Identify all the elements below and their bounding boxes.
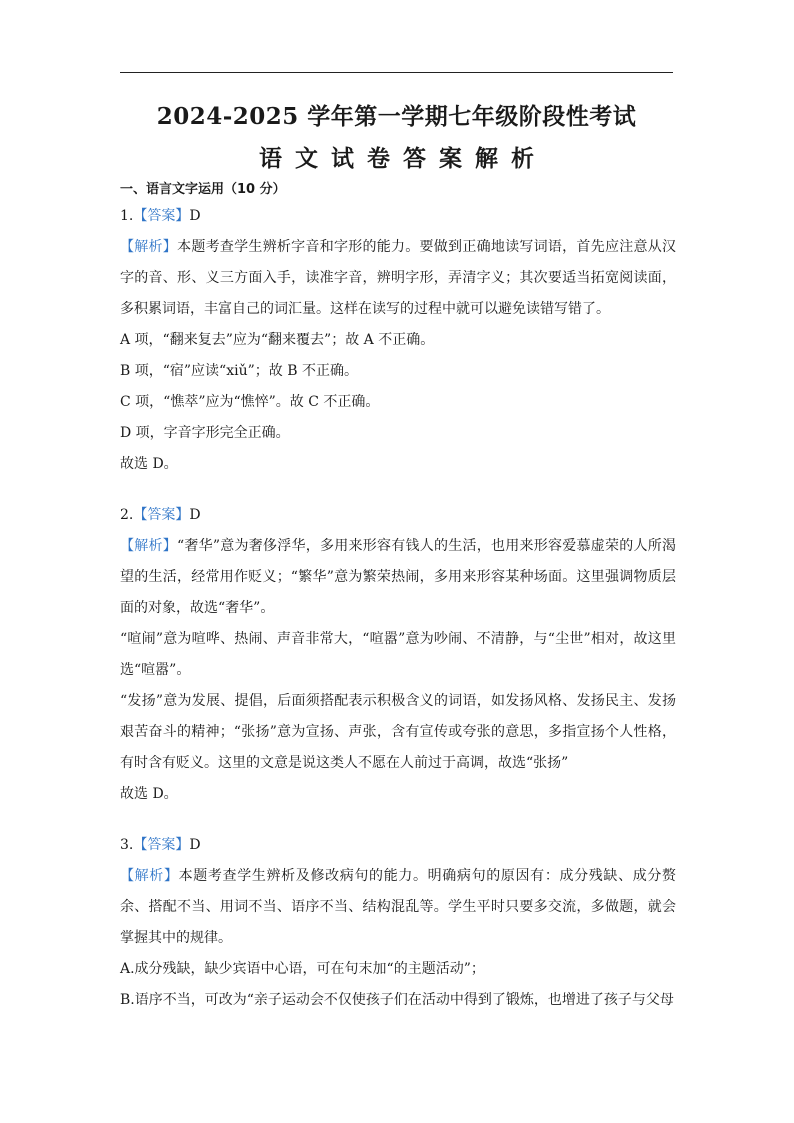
question-2-paragraph-3: “发扬”意为发展、提倡，后面须搭配表示积极含义的词语，如发扬风格、发扬民主、发扬艰苦奋斗的精神；“张扬”意为宣扬、声张，含有宣传或夸张的意思，多指宣扬个人性格，有时含有贬义。这里的文意是说这类人不愿在人前过于高调，故选“张扬” (120, 693, 676, 771)
document-body (120, 179, 676, 1016)
question-number: 1. (120, 208, 134, 224)
question-1-analysis (120, 232, 676, 325)
question-2-paragraph-2: “喧闹”意为喧哗、热闹、声音非常大，“喧嚣”意为吵闹、不清静，与“尘世”相对，故这里选“喧嚣”。 (120, 631, 676, 678)
answer-tag: 【答案】 (133, 837, 190, 853)
question-3-answer (120, 830, 676, 861)
option-b-note: B 项，“宿”应读“xiǔ”；故 B 不正确。 (120, 363, 358, 379)
header-rule (120, 72, 673, 73)
question-1-answer (120, 201, 676, 232)
question-number: 3. (120, 837, 134, 853)
question-3-analysis (120, 861, 676, 954)
option-a-note: A.成分残缺，缺少宾语中心语，可在句末加“的主题活动”； (120, 961, 485, 977)
answer-value: D (189, 507, 201, 523)
option-b-note: B.语序不当，可改为“亲子运动会不仅使孩子们在活动中得到了锻炼，也增进了孩子与父母 (120, 992, 674, 1008)
spacer (120, 810, 676, 830)
document-title: 2024-2025 学年第一学期七年级阶段性考试 (156, 103, 637, 130)
question-1-conclusion: 故选 D。 (120, 456, 178, 472)
answer-value: D (189, 837, 201, 853)
question-2-answer (120, 500, 676, 531)
question-number: 2. (120, 507, 134, 523)
answer-tag: 【答案】 (133, 208, 190, 224)
option-a-note: A 项，“翻来复去”应为“翻来覆去”；故 A 不正确。 (120, 332, 435, 348)
analysis-tag: 【解析】 (120, 538, 177, 554)
answer-tag: 【答案】 (133, 507, 190, 523)
analysis-tag: 【解析】 (120, 868, 179, 884)
analysis-tag: 【解析】 (120, 239, 178, 255)
analysis-text: 本题考查学生辨析字音和字形的能力。要做到正确地读写词语，首先应注意从汉字的音、形、义三方面入手，读准字音，辨明字形，弄清字义；其次要适当拓宽阅读面，多积累词语，丰富自己的词汇量。这样在读写的过程中就可以避免读错写错了。 (120, 239, 677, 317)
option-d-note: D 项，字音字形完全正确。 (120, 425, 290, 441)
question-2-conclusion: 故选 D。 (120, 786, 178, 802)
answer-value: D (189, 208, 201, 224)
analysis-text: 本题考查学生辨析及修改病句的能力。明确病句的原因有：成分残缺、成分赘余、搭配不当、用词不当、语序不当、结构混乱等。学生平时只要多交流，多做题，就会掌握其中的规律。 (120, 868, 677, 946)
spacer (120, 480, 676, 500)
analysis-text: “奢华”意为奢侈浮华，多用来形容有钱人的生活，也用来形容爱慕虚荣的人所渴望的生活，经常用作贬义；“繁华”意为繁荣热闹，多用来形容某种场面。这里强调物质层面的对象，故选“奢华”。 (120, 538, 677, 616)
question-2-analysis (120, 531, 676, 624)
option-c-note: C 项，“憔萃”应为“憔悴”。故 C 不正确。 (120, 394, 380, 410)
section-heading: 一、语言文字运用（10 分） (120, 182, 286, 197)
document-subtitle: 语文试卷答案解析 (259, 145, 547, 172)
